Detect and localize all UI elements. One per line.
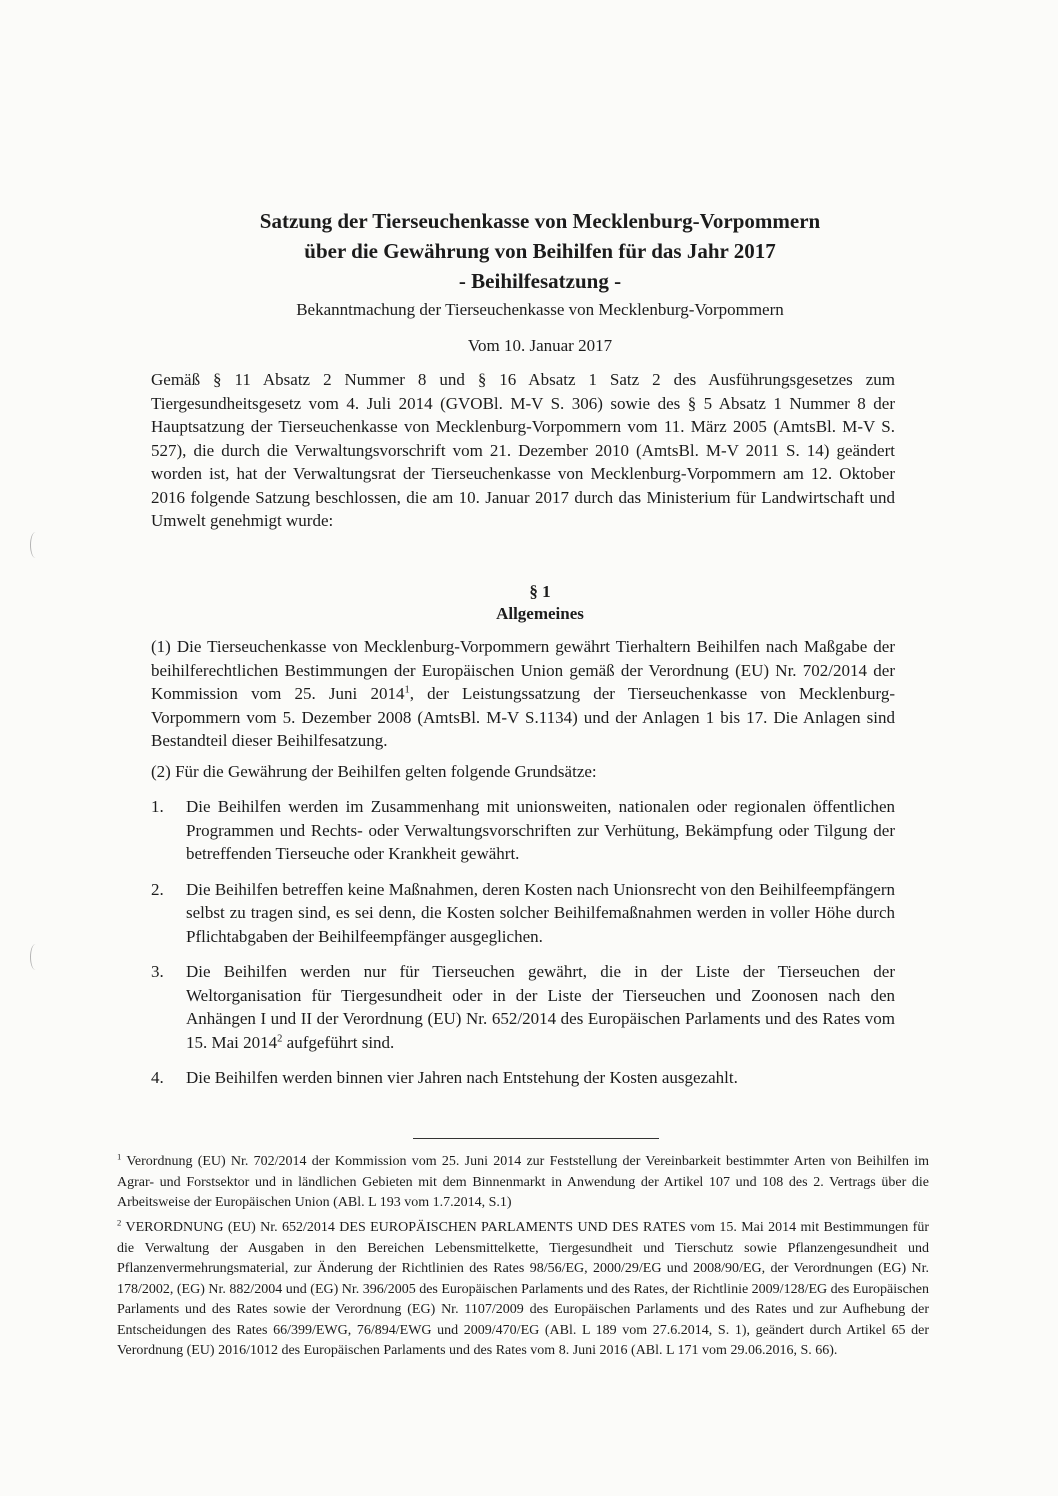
list-item bbox=[151, 878, 895, 949]
footnote-text: VERORDNUNG (EU) Nr. 652/2014 DES EUROPÄISCHEN PARLAMENTS UND DES RATES vom 15. Mai 2014 mit Bestimmungen für die Verwaltung der Ausgaben in den Bereichen Lebensmittelkette, Tiergesundheit und Tierschutz sowie Pflanzengesundheit und Pflanzenvermehrungsmaterial, zur Änderung der Richtlinien des Rates 98/56/EG, 2000/29/EG und 2008/90/EG, der Verordnungen (EG) Nr. 178/2002, (EG) Nr. 882/2004 und (EG) Nr. 396/2005 des Europäischen Parlaments und des Rates, der Richtlinie 2009/128/EG des Europäischen Parlaments und des Rates sowie der Verordnung (EG) Nr. 1107/2009 des Europäischen Parlaments und des Rates und zur Aufhebung der Entscheidungen des Rates 66/399/EWG, 76/894/EWG und 2009/470/EG (ABl. L 189 vom 27.6.2014, S. 1), geändert durch Artikel 65 der Verordnung (EU) 2016/1012 des Europäischen Parlaments und des Rates vom 8. Juni 2016 (ABl. L 171 vom 29.06.2016, S. 66). bbox=[117, 1220, 929, 1358]
list-item-number: 3. bbox=[151, 962, 164, 981]
list-item-text: Die Beihilfen werden binnen vier Jahren nach Entstehung der Kosten ausgezahlt. bbox=[186, 1068, 738, 1087]
list-item-number: 4. bbox=[151, 1068, 164, 1087]
footnote-marker: 1 bbox=[117, 1151, 122, 1162]
footnote-text: Verordnung (EU) Nr. 702/2014 der Kommission vom 25. Juni 2014 zur Feststellung der Vereinbarkeit bestimmter Arten von Beihilfen im Agrar- und Forstsektor und in ländlichen Gebieten mit dem Binnenmarkt in Anwendung der Artikel 107 und 108 des 2. Vertrags über die Arbeitsweise der Europäischen Union (ABl. L 193 vom 1.7.2014, S.1) bbox=[117, 1154, 929, 1210]
title-line-3: - Beihilfesatzung - bbox=[458, 269, 622, 293]
list-item-number: 1. bbox=[151, 797, 164, 816]
list-item-text-a: Die Beihilfen werden nur für Tierseuchen gewährt, die in der Liste der Tierseuchen der Weltorganisation für Tiergesundheit oder in der Liste der Tierseuchen und Zoonosen nach den Anhängen I und II der Verordnung (EU) Nr. 652/2014 des Europäischen Parlaments und des Rates vom 15. Mai 2014 bbox=[186, 962, 895, 1052]
list-item bbox=[151, 1066, 895, 1090]
paragraph-2: (2) Für die Gewährung der Beihilfen gelten folgende Grundsätze: bbox=[151, 762, 597, 781]
punch-hole-mark bbox=[30, 944, 41, 970]
list-item-text-b: aufgeführt sind. bbox=[282, 1032, 395, 1052]
announcement-line: Bekanntmachung der Tierseuchenkasse von Mecklenburg-Vorpommern bbox=[296, 300, 784, 319]
date-line: Vom 10. Januar 2017 bbox=[467, 336, 613, 355]
footnote-marker: 2 bbox=[117, 1217, 122, 1228]
list-item-text bbox=[186, 960, 895, 1054]
footnote-2 bbox=[117, 1218, 929, 1362]
list-item-number: 2. bbox=[151, 879, 164, 899]
footnote-separator bbox=[413, 1138, 659, 1139]
list-item-text: Die Beihilfen werden im Zusammenhang mit unionsweiten, nationalen oder regionalen öffentlichen Programmen und Rechts- oder Verwaltungsvorschriften zur Verhütung, Bekämpfung oder Tilgung der betreffenden Tierseuche oder Krankheit gewährt. bbox=[186, 797, 895, 863]
intro-paragraph: Gemäß § 11 Absatz 2 Nummer 8 und § 16 Absatz 1 Satz 2 des Ausführungsgesetzes zum Tiergesundheitsgesetz vom 4. Juli 2014 (GVOBl. M-V S. 306) sowie des § 5 Absatz 1 Nummer 8 der Hauptsatzung der Tierseuchenkasse von Mecklenburg-Vorpommern vom 11. März 2005 (AmtsBl. M-V S. 527), die durch die Verwaltungsvorschrift vom 21. Dezember 2010 (AmtsBl. M-V 2011 S. 14) geändert worden ist, hat der Verwaltungsrat der Tierseuchenkasse von Mecklenburg-Vorpommern am 12. Oktober 2016 folgende Satzung beschlossen, die am 10. Januar 2017 durch das Ministerium für Landwirtschaft und Umwelt genehmigt wurde: bbox=[151, 370, 895, 530]
footnote-1 bbox=[117, 1152, 929, 1214]
paragraph-1 bbox=[151, 635, 895, 753]
footnote-ref-1: 1 bbox=[404, 684, 410, 696]
document-title bbox=[150, 206, 930, 296]
paragraph-1-text-b: , der Leistungssatzung der Tierseuchenkasse von Mecklenburg-Vorpommern vom 5. Dezember 2008 (AmtsBl. M-V S.1134) und der Anlagen 1 bis 17. Die Anlagen sind Bestandteil dieser Beihilfesatzung. bbox=[151, 684, 895, 750]
punch-hole-mark bbox=[30, 532, 41, 558]
title-line-2: über die Gewährung von Beihilfen für das Jahr 2017 bbox=[304, 239, 776, 263]
paragraph-1-text-a: (1) Die Tierseuchenkasse von Mecklenburg-Vorpommern gewährt Tierhaltern Beihilfen nach Maßgabe der beihilferechtlichen Bestimmungen der Europäischen Union gemäß der Verordnung (EU) Nr. 702/2014 der Kommission vom 25. Juni 2014 bbox=[151, 637, 895, 703]
section-number: § 1 bbox=[529, 582, 551, 601]
section-heading: Allgemeines bbox=[496, 604, 584, 623]
list-item bbox=[151, 960, 895, 1054]
list-item-text: Die Beihilfen betreffen keine Maßnahmen, deren Kosten nach Unionsrecht von den Beihilfeempfängern selbst zu tragen sind, es sei denn, die Kosten solcher Beihilfemaßnahmen werden in voller Höhe durch Pflichtabgaben der Beihilfeempfänger ausgeglichen. bbox=[186, 879, 895, 946]
footnote-ref-2: 2 bbox=[277, 1032, 283, 1044]
title-line-1: Satzung der Tierseuchenkasse von Mecklenburg-Vorpommern bbox=[259, 209, 821, 233]
principles-list bbox=[151, 795, 895, 1102]
list-item bbox=[151, 795, 895, 866]
